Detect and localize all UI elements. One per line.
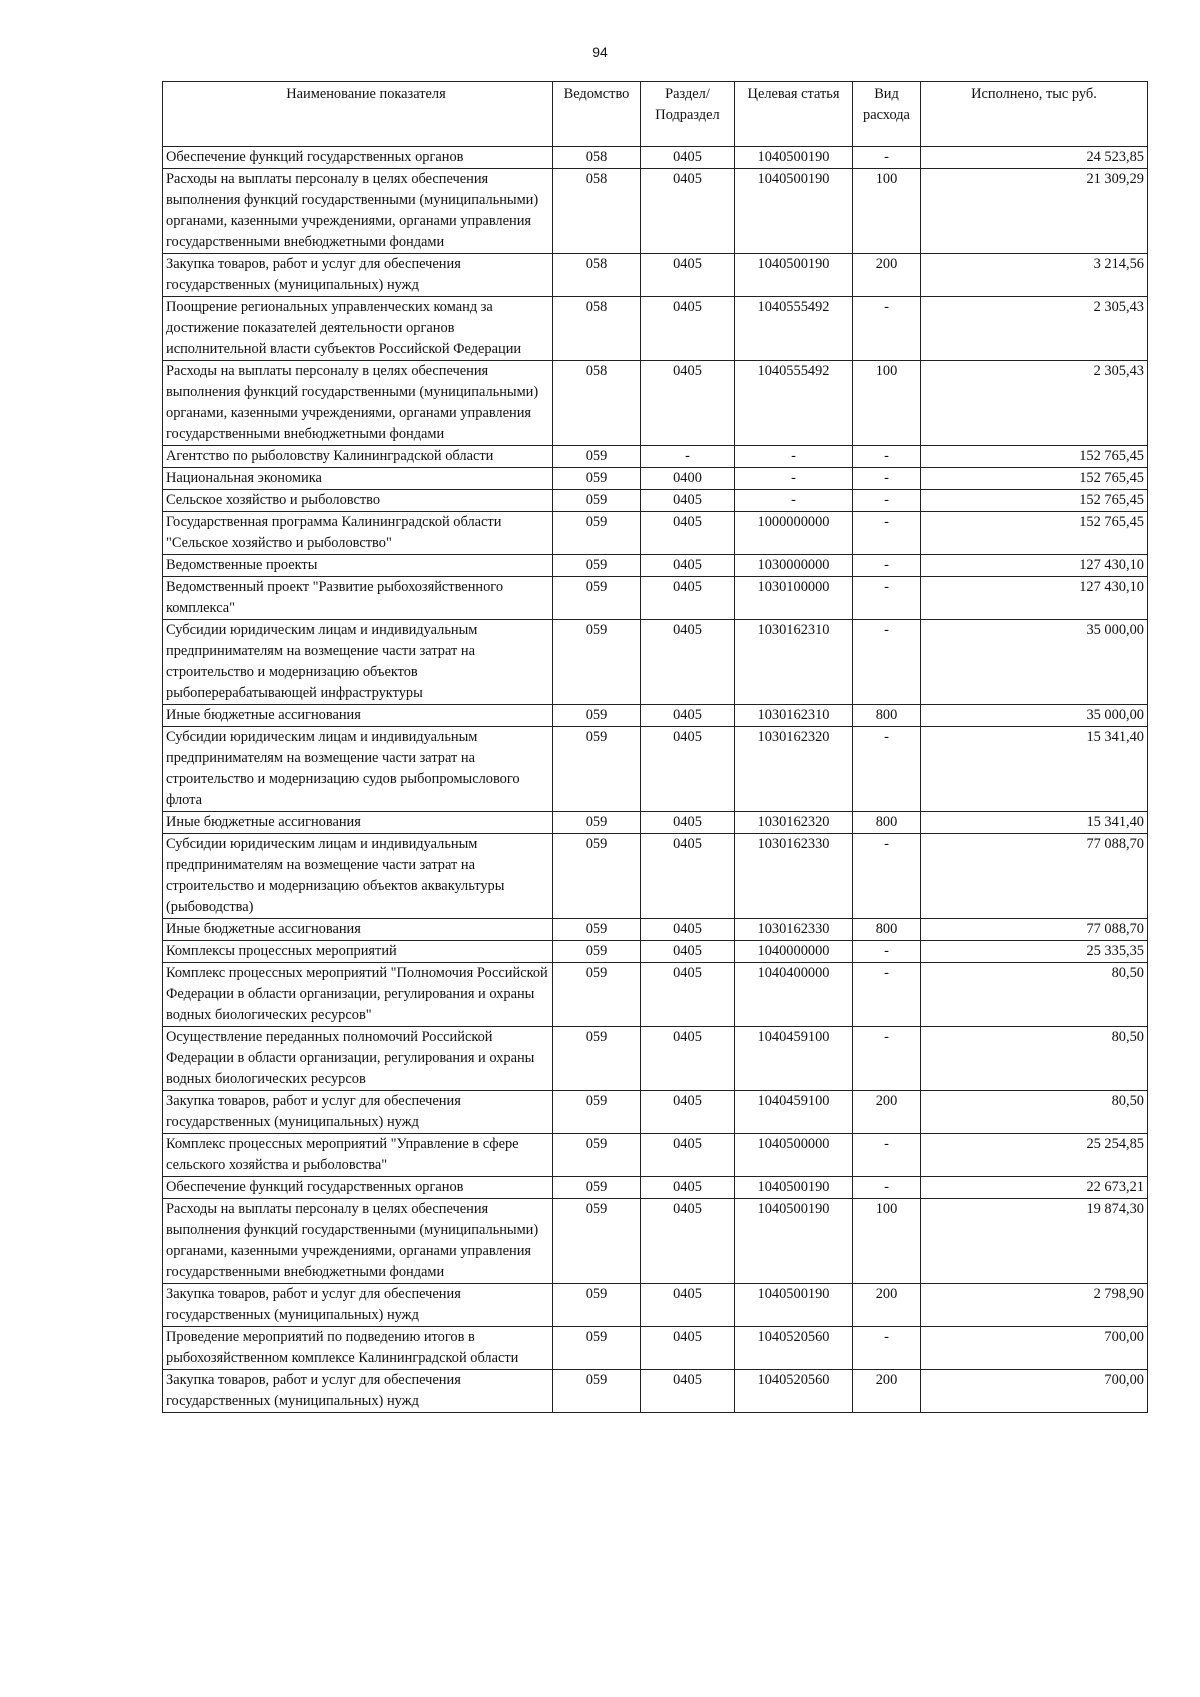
cell-exp-type: 800 [853,812,921,834]
cell-dept: 059 [553,1370,641,1413]
cell-target: - [735,490,853,512]
cell-amount: 80,50 [921,1027,1148,1091]
cell-target: 1040459100 [735,1091,853,1134]
table-header-row [163,82,1148,147]
cell-name: Комплексы процессных мероприятий [163,941,553,963]
cell-name: Проведение мероприятий по подведению итогов в рыбохозяйственном комплексе Калининградской области [163,1327,553,1370]
header-dept: Ведомство [553,82,641,147]
table-row [163,941,1148,963]
table-row [163,1284,1148,1327]
table-row [163,577,1148,620]
cell-amount: 700,00 [921,1327,1148,1370]
cell-name: Национальная экономика [163,468,553,490]
cell-target: 1040000000 [735,941,853,963]
header-exp-type: Вид расхода [853,82,921,147]
table-row [163,1199,1148,1284]
cell-section: 0405 [641,1199,735,1284]
cell-name: Иные бюджетные ассигнования [163,705,553,727]
cell-exp-type: - [853,577,921,620]
cell-exp-type: - [853,512,921,555]
cell-amount: 24 523,85 [921,147,1148,169]
cell-exp-type: 200 [853,1091,921,1134]
cell-section: 0405 [641,555,735,577]
cell-amount: 152 765,45 [921,490,1148,512]
cell-section: 0400 [641,468,735,490]
table-row [163,446,1148,468]
cell-dept: 059 [553,812,641,834]
cell-name: Ведомственный проект "Развитие рыбохозяйственного комплекса" [163,577,553,620]
cell-dept: 058 [553,147,641,169]
cell-dept: 059 [553,1027,641,1091]
cell-dept: 059 [553,834,641,919]
cell-section: 0405 [641,361,735,446]
cell-dept: 059 [553,1284,641,1327]
table-row [163,1177,1148,1199]
cell-dept: 059 [553,1091,641,1134]
cell-target: 1030162310 [735,705,853,727]
table-row [163,297,1148,361]
cell-name: Расходы на выплаты персоналу в целях обеспечения выполнения функций государственными (муниципальными) органами, казенными учреждениями, органами управления государственными внебюджетными фондами [163,169,553,254]
table-row [163,812,1148,834]
cell-exp-type: 100 [853,1199,921,1284]
cell-exp-type: - [853,490,921,512]
cell-name: Комплекс процессных мероприятий "Полномочия Российской Федерации в области организации, регулирования и охраны водных биологических ресурсов" [163,963,553,1027]
cell-amount: 77 088,70 [921,919,1148,941]
cell-amount: 80,50 [921,1091,1148,1134]
table-row [163,1327,1148,1370]
cell-section: 0405 [641,1370,735,1413]
cell-target: 1040520560 [735,1370,853,1413]
cell-section: 0405 [641,1027,735,1091]
cell-exp-type: - [853,620,921,705]
cell-exp-type: - [853,297,921,361]
cell-name: Закупка товаров, работ и услуг для обеспечения государственных (муниципальных) нужд [163,1284,553,1327]
cell-exp-type: - [853,147,921,169]
cell-exp-type: 800 [853,919,921,941]
cell-dept: 058 [553,254,641,297]
header-amount: Исполнено, тыс руб. [921,82,1148,147]
cell-amount: 127 430,10 [921,577,1148,620]
cell-section: 0405 [641,1091,735,1134]
cell-section: 0405 [641,512,735,555]
cell-name: Сельское хозяйство и рыболовство [163,490,553,512]
cell-exp-type: - [853,468,921,490]
cell-amount: 22 673,21 [921,1177,1148,1199]
cell-section: 0405 [641,834,735,919]
cell-target: 1030162330 [735,834,853,919]
cell-exp-type: - [853,1134,921,1177]
cell-target: 1040500190 [735,147,853,169]
cell-section: 0405 [641,620,735,705]
table-row [163,555,1148,577]
table-row [163,919,1148,941]
cell-section: 0405 [641,1284,735,1327]
cell-exp-type: - [853,834,921,919]
cell-section: 0405 [641,147,735,169]
cell-exp-type: 200 [853,1370,921,1413]
cell-name: Иные бюджетные ассигнования [163,812,553,834]
cell-target: 1040500190 [735,1177,853,1199]
cell-exp-type: - [853,555,921,577]
cell-dept: 059 [553,555,641,577]
cell-section: 0405 [641,577,735,620]
cell-target: 1040459100 [735,1027,853,1091]
cell-dept: 058 [553,169,641,254]
cell-name: Закупка товаров, работ и услуг для обеспечения государственных (муниципальных) нужд [163,1091,553,1134]
cell-target: 1040520560 [735,1327,853,1370]
cell-amount: 3 214,56 [921,254,1148,297]
cell-section: 0405 [641,297,735,361]
cell-name: Ведомственные проекты [163,555,553,577]
table-row [163,169,1148,254]
cell-target: 1030162320 [735,812,853,834]
cell-name: Субсидии юридическим лицам и индивидуальным предпринимателям на возмещение части затрат на строительство и модернизацию объектов аквакультуры (рыбоводства) [163,834,553,919]
cell-section: 0405 [641,941,735,963]
cell-amount: 2 305,43 [921,361,1148,446]
cell-target: 1000000000 [735,512,853,555]
table-row [163,1027,1148,1091]
header-section: Раздел/ Подраздел [641,82,735,147]
cell-dept: 059 [553,705,641,727]
cell-section: 0405 [641,169,735,254]
cell-dept: 059 [553,941,641,963]
cell-dept: 059 [553,727,641,812]
cell-section: 0405 [641,812,735,834]
cell-name: Закупка товаров, работ и услуг для обеспечения государственных (муниципальных) нужд [163,1370,553,1413]
table-row [163,834,1148,919]
cell-name: Обеспечение функций государственных органов [163,1177,553,1199]
table-row [163,727,1148,812]
cell-dept: 059 [553,446,641,468]
cell-amount: 152 765,45 [921,446,1148,468]
table-row [163,1091,1148,1134]
cell-dept: 059 [553,1199,641,1284]
cell-name: Обеспечение функций государственных органов [163,147,553,169]
table-row [163,490,1148,512]
cell-target: 1040555492 [735,297,853,361]
cell-target: 1030162330 [735,919,853,941]
cell-section: 0405 [641,727,735,812]
cell-name: Поощрение региональных управленческих команд за достижение показателей деятельности органов исполнительной власти субъектов Российской Федерации [163,297,553,361]
cell-exp-type: 800 [853,705,921,727]
table-row [163,1134,1148,1177]
cell-exp-type: - [853,727,921,812]
table-row [163,963,1148,1027]
cell-exp-type: - [853,941,921,963]
cell-target: - [735,468,853,490]
table-body [163,147,1148,1413]
cell-dept: 058 [553,297,641,361]
table-row [163,512,1148,555]
cell-amount: 15 341,40 [921,727,1148,812]
cell-target: 1030162320 [735,727,853,812]
page-number: 94 [592,44,608,60]
cell-section: 0405 [641,254,735,297]
cell-exp-type: - [853,446,921,468]
cell-amount: 15 341,40 [921,812,1148,834]
table-row [163,620,1148,705]
cell-exp-type: - [853,1027,921,1091]
cell-dept: 059 [553,919,641,941]
cell-amount: 21 309,29 [921,169,1148,254]
table-row [163,254,1148,297]
header-name: Наименование показателя [163,82,553,147]
cell-section: 0405 [641,490,735,512]
cell-target: 1040500190 [735,254,853,297]
table-row [163,1370,1148,1413]
cell-dept: 059 [553,1134,641,1177]
cell-amount: 25 335,35 [921,941,1148,963]
cell-section: 0405 [641,1177,735,1199]
cell-dept: 059 [553,963,641,1027]
cell-amount: 25 254,85 [921,1134,1148,1177]
cell-target: 1030162310 [735,620,853,705]
cell-exp-type: - [853,1327,921,1370]
cell-exp-type: 200 [853,254,921,297]
cell-amount: 700,00 [921,1370,1148,1413]
cell-target: 1040500190 [735,169,853,254]
cell-amount: 2 798,90 [921,1284,1148,1327]
cell-exp-type: - [853,963,921,1027]
cell-target: 1030000000 [735,555,853,577]
cell-amount: 127 430,10 [921,555,1148,577]
cell-target: - [735,446,853,468]
cell-target: 1040500190 [735,1284,853,1327]
cell-dept: 059 [553,490,641,512]
cell-exp-type: 200 [853,1284,921,1327]
cell-name: Субсидии юридическим лицам и индивидуальным предпринимателям на возмещение части затрат на строительство и модернизацию объектов рыбоперерабатывающей инфраструктуры [163,620,553,705]
cell-target: 1040400000 [735,963,853,1027]
cell-dept: 059 [553,1177,641,1199]
cell-name: Осуществление переданных полномочий Российской Федерации в области организации, регулирования и охраны водных биологических ресурсов [163,1027,553,1091]
cell-target: 1030100000 [735,577,853,620]
cell-name: Агентство по рыболовству Калининградской области [163,446,553,468]
cell-name: Комплекс процессных мероприятий "Управление в сфере сельского хозяйства и рыболовства" [163,1134,553,1177]
cell-name: Государственная программа Калининградской области "Сельское хозяйство и рыболовство" [163,512,553,555]
table-row [163,147,1148,169]
cell-section: 0405 [641,1327,735,1370]
cell-target: 1040500000 [735,1134,853,1177]
cell-section: 0405 [641,919,735,941]
cell-amount: 152 765,45 [921,512,1148,555]
cell-exp-type: 100 [853,169,921,254]
cell-amount: 35 000,00 [921,620,1148,705]
cell-name: Субсидии юридическим лицам и индивидуальным предпринимателям на возмещение части затрат на строительство и модернизацию судов рыбопромыслового флота [163,727,553,812]
cell-name: Расходы на выплаты персоналу в целях обеспечения выполнения функций государственными (муниципальными) органами, казенными учреждениями, органами управления государственными внебюджетными фондами [163,361,553,446]
table-row [163,705,1148,727]
cell-dept: 059 [553,620,641,705]
cell-section: 0405 [641,963,735,1027]
budget-execution-table [162,81,1148,1413]
cell-target: 1040500190 [735,1199,853,1284]
cell-dept: 059 [553,577,641,620]
cell-target: 1040555492 [735,361,853,446]
header-target: Целевая статья [735,82,853,147]
cell-section: 0405 [641,1134,735,1177]
cell-dept: 059 [553,468,641,490]
cell-name: Иные бюджетные ассигнования [163,919,553,941]
cell-dept: 059 [553,512,641,555]
cell-name: Закупка товаров, работ и услуг для обеспечения государственных (муниципальных) нужд [163,254,553,297]
cell-amount: 19 874,30 [921,1199,1148,1284]
cell-amount: 2 305,43 [921,297,1148,361]
cell-section: - [641,446,735,468]
table-row [163,468,1148,490]
cell-section: 0405 [641,705,735,727]
cell-amount: 35 000,00 [921,705,1148,727]
table-row [163,361,1148,446]
cell-exp-type: - [853,1177,921,1199]
cell-dept: 059 [553,1327,641,1370]
cell-amount: 80,50 [921,963,1148,1027]
cell-name: Расходы на выплаты персоналу в целях обеспечения выполнения функций государственными (муниципальными) органами, казенными учреждениями, органами управления государственными внебюджетными фондами [163,1199,553,1284]
cell-amount: 77 088,70 [921,834,1148,919]
cell-amount: 152 765,45 [921,468,1148,490]
cell-exp-type: 100 [853,361,921,446]
cell-dept: 058 [553,361,641,446]
